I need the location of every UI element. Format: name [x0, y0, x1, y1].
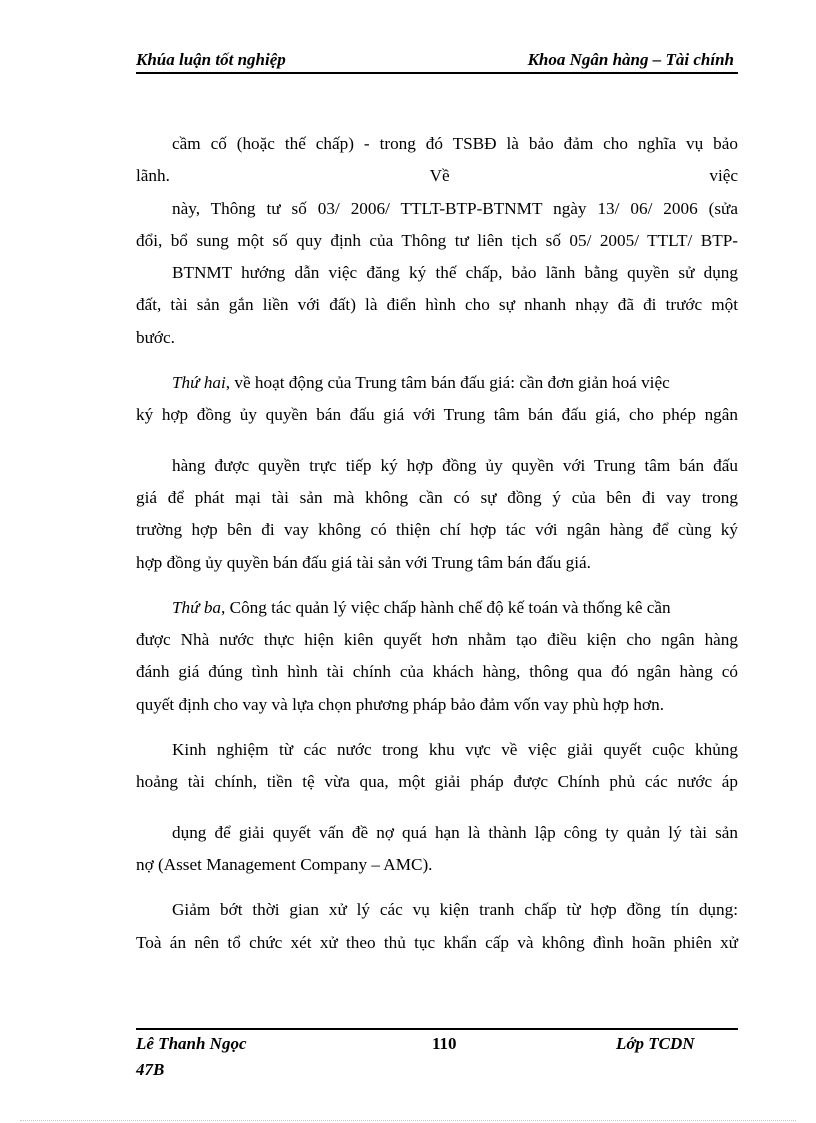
word-ve: Về: [429, 166, 450, 186]
paragraph-line: đất, tài sản gắn liền với đất) là điển hình cho sự nhanh nhạy đã đi trước một: [136, 295, 738, 315]
paragraph-line: [136, 160, 738, 192]
paragraph-line: Toà án nên tổ chức xét xử theo thủ tục khẩn cấp và không đình hoãn phiên xử: [136, 932, 738, 952]
paragraph-line: đánh giá đúng tình hình tài chính của khách hàng, thông qua đó ngân hàng có: [136, 662, 738, 682]
page-footer: [136, 1028, 738, 1079]
paragraph-line: dụng để giải quyết vấn đề nợ quá hạn là thành lập công ty quản lý tài sản: [172, 822, 738, 842]
paragraph-line: Giảm bớt thời gian xử lý các vụ kiện tranh chấp từ hợp đồng tín dụng:: [172, 900, 738, 920]
paragraph-line: quyết định cho vay và lựa chọn phương pháp bảo đảm vốn vay phù hợp hơn.: [136, 694, 665, 714]
word-lanh: lãnh.: [136, 166, 170, 186]
paragraph-line: bước.: [136, 327, 175, 347]
footer-class-label: Lớp TCDN: [616, 1034, 695, 1053]
paragraph-line: ký hợp đồng ủy quyền bán đấu giá với Trung tâm bán đấu giá, cho phép ngân: [136, 405, 738, 425]
page-header: [136, 50, 738, 74]
paragraph-line: đổi, bổ sung một số quy định của Thông tư liên tịch số 05/ 2005/ TTLT/ BTP-: [136, 230, 738, 250]
footer-class-code: 47B: [136, 1060, 165, 1079]
header-faculty: Khoa Ngân hàng – Tài chính: [527, 50, 734, 69]
paragraph-line: cầm cố (hoặc thế chấp) - trong đó TSBĐ là bảo đảm cho nghĩa vụ bảo: [172, 134, 738, 153]
emphasis-thu-hai: Thứ hai: [172, 373, 226, 393]
paragraph-line: Thứ ba, Công tác quản lý việc chấp hành chế độ kế toán và thống kê cần: [172, 597, 671, 617]
paragraph-line: này, Thông tư số 03/ 2006/ TTLT-BTP-BTNMT ngày 13/ 06/ 2006 (sửa: [172, 198, 738, 218]
paragraph-line: giá để phát mại tài sản mà không cần có sự đồng ý của bên đi vay trong: [136, 487, 738, 507]
paragraph-line: hàng được quyền trực tiếp ký hợp đồng ủy quyền với Trung tâm bán đấu: [172, 455, 738, 475]
paragraph-line: Kinh nghiệm từ các nước trong khu vực về việc giải quyết cuộc khủng: [172, 740, 738, 760]
paragraph-line: hoảng tài chính, tiền tệ vừa qua, một giải pháp được Chính phủ các nước áp: [136, 772, 738, 792]
paragraph-line: Thứ hai, về hoạt động của Trung tâm bán đấu giá: cần đơn giản hoá việc: [172, 373, 670, 393]
page-bottom-divider: [20, 1120, 796, 1121]
paragraph-line: hợp đồng ủy quyền bán đấu giá tài sản với Trung tâm bán đấu giá.: [136, 552, 591, 572]
paragraph-line: được Nhà nước thực hiện kiên quyết hơn nhằm tạo điều kiện cho ngân hàng: [136, 630, 738, 650]
document-body: [136, 128, 738, 959]
page-number: 110: [432, 1034, 457, 1053]
paragraph-line: BTNMT hướng dẫn việc đăng ký thế chấp, bảo lãnh bằng quyền sử dụng: [172, 263, 738, 283]
word-viec: việc: [709, 166, 738, 186]
footer-author: Lê Thanh Ngọc: [136, 1034, 247, 1053]
paragraph-line: trường hợp bên đi vay không có thiện chí hợp tác với ngân hàng để cùng ký: [136, 520, 738, 540]
emphasis-thu-ba: Thứ ba: [172, 597, 222, 617]
paragraph-line: nợ (Asset Management Company – AMC).: [136, 854, 433, 874]
header-thesis-title: Khúa luận tốt nghiệp: [136, 50, 286, 69]
split-line: [136, 160, 738, 192]
